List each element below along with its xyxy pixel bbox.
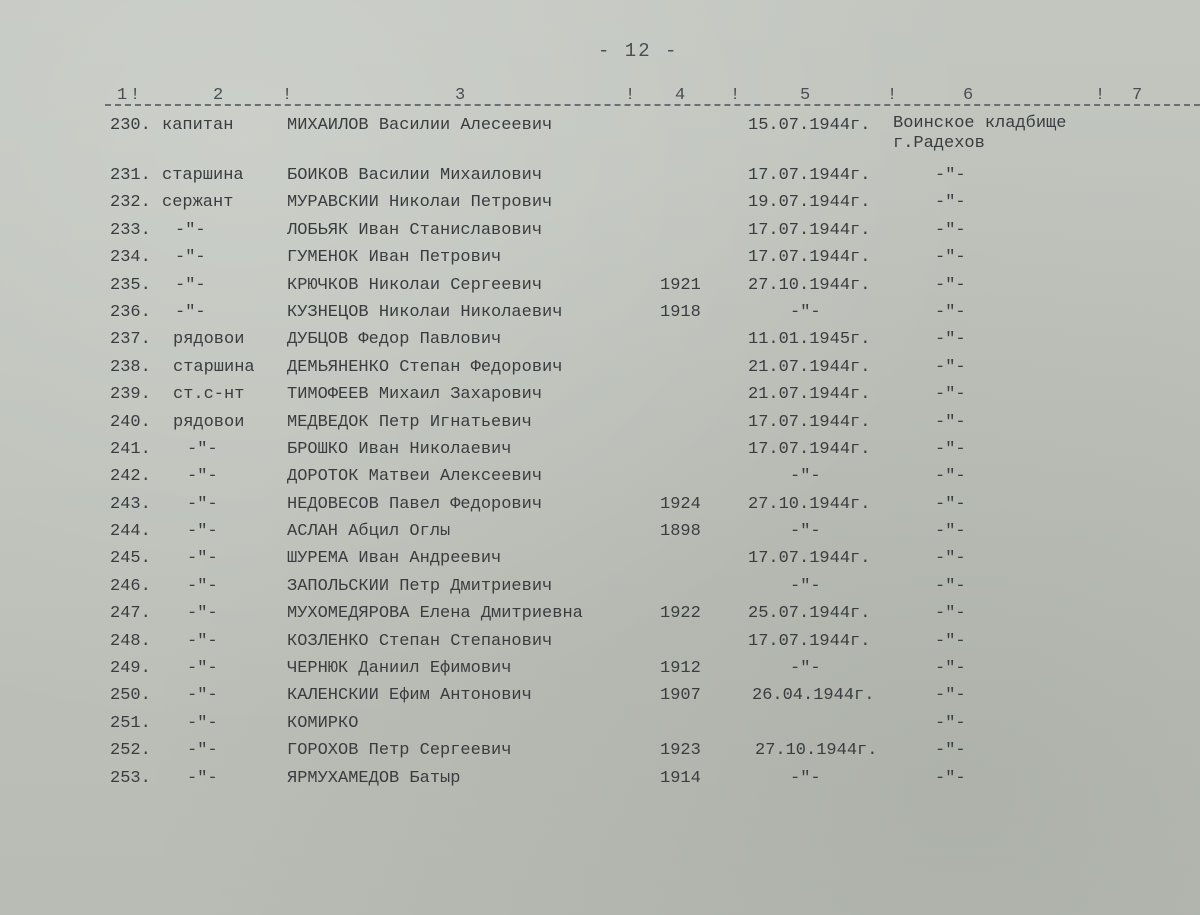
record-burial-place: -"-	[935, 439, 966, 459]
record-number: 237.	[110, 330, 151, 350]
column-header-row	[105, 86, 1200, 110]
record-date: 19.07.1944г.	[748, 193, 871, 213]
record-date: -"-	[790, 659, 821, 679]
record-name: МУХОМЕДЯРОВА Елена Дмитриевна	[287, 604, 583, 624]
record-number: 240.	[110, 412, 151, 432]
record-date: 27.10.1944г.	[748, 275, 871, 295]
record-date: 21.07.1944г.	[748, 357, 871, 377]
list-item	[0, 491, 1200, 518]
record-birth-year: 1912	[660, 659, 701, 679]
record-rank: -"-	[175, 220, 206, 240]
record-rank: -"-	[187, 631, 218, 651]
record-birth-year: 1921	[660, 275, 701, 295]
record-name: ЯРМУХАМЕДОВ Батыр	[287, 768, 461, 788]
record-name: ЧЕРНЮК Даниил Ефимович	[287, 659, 512, 679]
record-rank: -"-	[175, 302, 206, 322]
record-date: 17.07.1944г.	[748, 220, 871, 240]
list-item	[0, 244, 1200, 271]
record-burial-place: -"-	[935, 713, 966, 733]
record-burial-place: -"-	[935, 412, 966, 432]
record-burial-place: -"-	[935, 494, 966, 514]
record-date: 17.07.1944г.	[748, 166, 871, 185]
record-rank: -"-	[187, 741, 218, 761]
list-item	[0, 299, 1200, 326]
record-name: БРОШКО Иван Николаевич	[287, 439, 512, 459]
record-rank: ст.с-нт	[173, 385, 245, 405]
burial-records-list	[0, 112, 1200, 792]
record-burial-place: -"-	[935, 248, 966, 268]
record-number: 251.	[110, 713, 151, 733]
column-separator: !	[130, 86, 141, 105]
list-item	[0, 682, 1200, 709]
record-date: -"-	[790, 768, 821, 788]
record-name: АСЛАН Абцил Оглы	[287, 522, 451, 542]
record-number: 246.	[110, 576, 151, 596]
list-item	[0, 162, 1200, 189]
record-name: ШУРЕМА Иван Андреевич	[287, 549, 502, 569]
record-rank: рядовои	[173, 412, 245, 432]
record-burial-place: -"-	[935, 631, 966, 651]
record-date: -"-	[790, 576, 821, 596]
record-date: 15.07.1944г.	[748, 116, 871, 135]
record-date: 27.10.1944г.	[748, 494, 871, 514]
list-item	[0, 189, 1200, 216]
record-number: 230.	[110, 116, 151, 135]
record-rank: -"-	[187, 522, 218, 542]
record-number: 247.	[110, 604, 151, 624]
list-item	[0, 217, 1200, 244]
record-rank: -"-	[187, 713, 218, 733]
list-item	[0, 765, 1200, 792]
record-number: 235.	[110, 275, 151, 295]
record-date: 11.01.1945г.	[748, 330, 871, 350]
list-item	[0, 381, 1200, 408]
record-number: 231.	[110, 166, 151, 185]
record-rank: сержант	[162, 193, 234, 213]
list-item	[0, 655, 1200, 682]
record-burial-place: -"-	[935, 220, 966, 240]
list-item	[0, 272, 1200, 299]
burial-place-line-1: Воинское кладбище	[893, 114, 1067, 133]
list-item	[0, 463, 1200, 490]
list-item	[0, 112, 1200, 162]
record-name: МИХАИЛОВ Василии Алесеевич	[287, 116, 553, 135]
record-burial-place: -"-	[935, 330, 966, 350]
record-date: 25.07.1944г.	[748, 604, 871, 624]
record-rank: капитан	[162, 116, 234, 135]
column-separator: !	[730, 86, 741, 105]
record-date: 21.07.1944г.	[748, 385, 871, 405]
record-rank: -"-	[187, 686, 218, 706]
record-burial-place: -"-	[935, 741, 966, 761]
list-item	[0, 628, 1200, 655]
record-name: БОИКОВ Василии Михаилович	[287, 166, 543, 185]
record-burial-place: -"-	[935, 659, 966, 679]
record-name: МЕДВЕДОК Петр Игнатьевич	[287, 412, 532, 432]
record-number: 233.	[110, 220, 151, 240]
record-burial-place: -"-	[935, 193, 966, 213]
record-burial-place: -"-	[935, 576, 966, 596]
record-date: -"-	[790, 467, 821, 487]
record-rank: -"-	[187, 604, 218, 624]
column-header-2: 2	[213, 86, 224, 105]
record-rank: -"-	[187, 576, 218, 596]
record-name: НЕДОВЕСОВ Павел Федорович	[287, 494, 543, 514]
record-rank: -"-	[187, 659, 218, 679]
record-number: 239.	[110, 385, 151, 405]
record-name: ЛОБЬЯК Иван Станиславович	[287, 220, 543, 240]
record-rank: -"-	[187, 439, 218, 459]
record-rank: -"-	[187, 768, 218, 788]
record-birth-year: 1922	[660, 604, 701, 624]
record-date: 17.07.1944г.	[748, 248, 871, 268]
column-header-6: 6	[963, 86, 974, 105]
record-number: 245.	[110, 549, 151, 569]
column-separator: !	[1095, 86, 1106, 105]
record-name: КРЮЧКОВ Николаи Сергеевич	[287, 275, 543, 295]
column-header-7: 7	[1132, 86, 1143, 105]
list-item	[0, 600, 1200, 627]
column-header-1: 1	[117, 86, 128, 105]
record-name: МУРАВСКИИ Николаи Петрович	[287, 193, 553, 213]
list-item	[0, 409, 1200, 436]
record-number: 238.	[110, 357, 151, 377]
record-burial-place	[893, 114, 1066, 154]
record-name: ТИМОФЕЕВ Михаил Захарович	[287, 385, 543, 405]
record-rank: -"-	[175, 275, 206, 295]
record-number: 241.	[110, 439, 151, 459]
record-date: 17.07.1944г.	[748, 631, 871, 651]
record-name: КАЛЕНСКИИ Ефим Антонович	[287, 686, 532, 706]
record-number: 253.	[110, 768, 151, 788]
record-name: КОЗЛЕНКО Степан Степанович	[287, 631, 553, 651]
list-item	[0, 710, 1200, 737]
record-name: ДОРОТОК Матвеи Алексеевич	[287, 467, 543, 487]
list-item	[0, 518, 1200, 545]
record-name: КУЗНЕЦОВ Николаи Николаевич	[287, 302, 563, 322]
record-rank: -"-	[187, 467, 218, 487]
record-name: КОМИРКО	[287, 713, 359, 733]
record-burial-place: -"-	[935, 686, 966, 706]
record-burial-place: -"-	[935, 385, 966, 405]
record-rank: старшина	[162, 166, 244, 185]
column-header-4: 4	[675, 86, 686, 105]
record-burial-place: -"-	[935, 467, 966, 487]
record-rank: -"-	[175, 248, 206, 268]
record-number: 232.	[110, 193, 151, 213]
record-birth-year: 1914	[660, 768, 701, 788]
record-birth-year: 1923	[660, 741, 701, 761]
burial-place-line-2: г.Радехов	[893, 134, 985, 153]
record-name: ДУБЦОВ Федор Павлович	[287, 330, 502, 350]
record-burial-place: -"-	[935, 549, 966, 569]
record-name: ГУМЕНОК Иван Петрович	[287, 248, 502, 268]
list-item	[0, 436, 1200, 463]
record-rank: рядовои	[173, 330, 245, 350]
record-rank: -"-	[187, 549, 218, 569]
record-burial-place: -"-	[935, 604, 966, 624]
record-burial-place: -"-	[935, 522, 966, 542]
column-separator: !	[887, 86, 898, 105]
record-burial-place: -"-	[935, 302, 966, 322]
record-date: 26.04.1944г.	[752, 686, 875, 706]
record-name: ГОРОХОВ Петр Сергеевич	[287, 741, 512, 761]
list-item	[0, 573, 1200, 600]
record-birth-year: 1924	[660, 494, 701, 514]
record-number: 234.	[110, 248, 151, 268]
record-number: 236.	[110, 302, 151, 322]
list-item	[0, 354, 1200, 381]
record-burial-place: -"-	[935, 357, 966, 377]
record-number: 252.	[110, 741, 151, 761]
record-date: 17.07.1944г.	[748, 439, 871, 459]
record-birth-year: 1898	[660, 522, 701, 542]
record-date: 17.07.1944г.	[748, 412, 871, 432]
column-header-5: 5	[800, 86, 811, 105]
column-header-3: 3	[455, 86, 466, 105]
list-item	[0, 326, 1200, 353]
page-number: - 12 -	[598, 40, 679, 62]
record-date: -"-	[790, 522, 821, 542]
list-item	[0, 545, 1200, 572]
record-rank: -"-	[187, 494, 218, 514]
record-rank: старшина	[173, 357, 255, 377]
record-birth-year: 1907	[660, 686, 701, 706]
column-separator: !	[282, 86, 293, 105]
column-separator: !	[625, 86, 636, 105]
record-date: 17.07.1944г.	[748, 549, 871, 569]
record-date: 27.10.1944г.	[755, 741, 878, 761]
header-dashed-rule	[105, 104, 1200, 106]
record-burial-place: -"-	[935, 166, 966, 185]
record-number: 244.	[110, 522, 151, 542]
record-number: 242.	[110, 467, 151, 487]
record-burial-place: -"-	[935, 275, 966, 295]
record-number: 248.	[110, 631, 151, 651]
record-name: ДЕМЬЯНЕНКО Степан Федорович	[287, 357, 563, 377]
record-birth-year: 1918	[660, 302, 701, 322]
record-burial-place: -"-	[935, 768, 966, 788]
record-number: 249.	[110, 659, 151, 679]
record-date: -"-	[790, 302, 821, 322]
list-item	[0, 737, 1200, 764]
record-number: 243.	[110, 494, 151, 514]
record-number: 250.	[110, 686, 151, 706]
record-name: ЗАПОЛЬСКИИ Петр Дмитриевич	[287, 576, 553, 596]
